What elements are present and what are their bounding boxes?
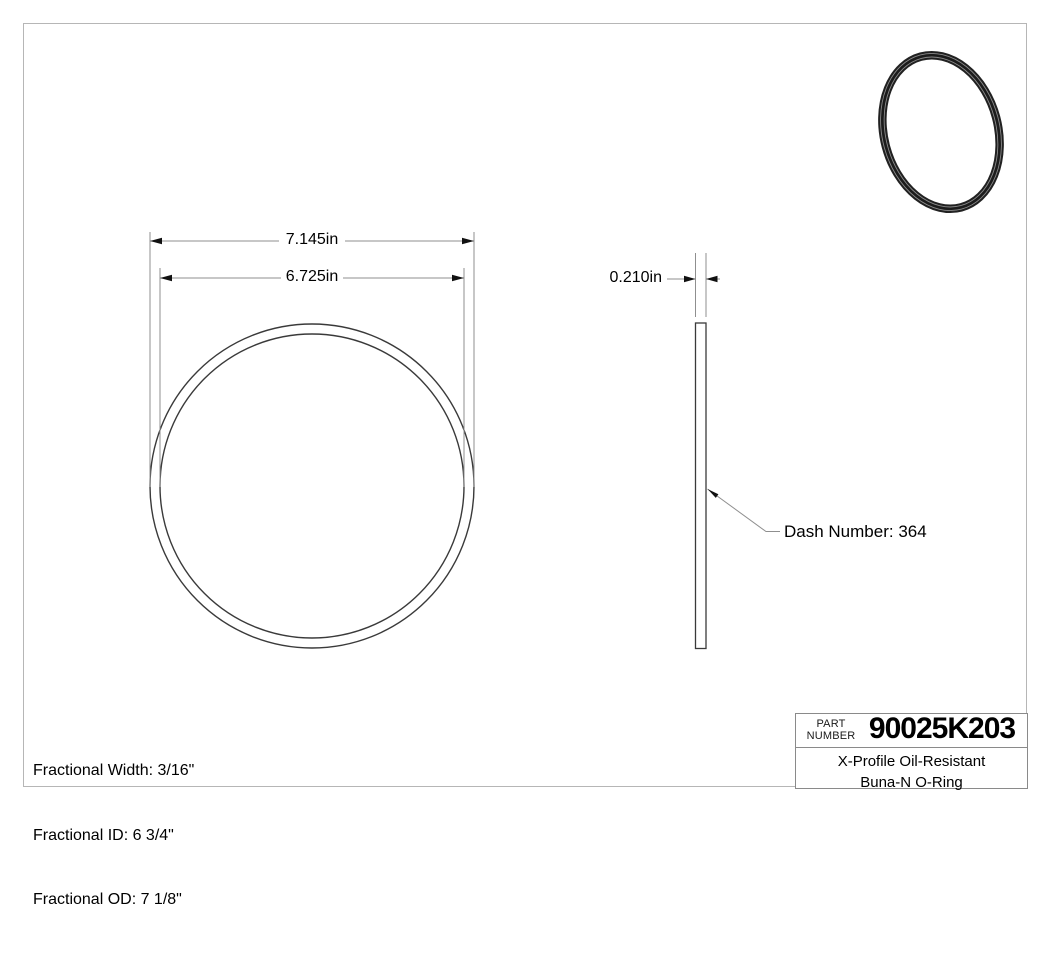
arrowhead: [684, 276, 696, 282]
fractional-od-note: Fractional OD: 7 1/8": [33, 891, 182, 908]
arrowhead: [706, 276, 718, 282]
part-number-value: 90025K203: [868, 712, 1016, 745]
fractional-width-note: Fractional Width: 3/16": [33, 762, 195, 779]
part-description-line2: Buna-N O-Ring: [860, 774, 963, 791]
fractional-notes: [33, 717, 194, 954]
front-view-inner-circle: [160, 334, 464, 638]
fractional-id-note: Fractional ID: 6 3/4": [33, 826, 174, 844]
part-number-row: [796, 714, 1027, 748]
inner-diameter-label: 6.725in: [285, 268, 339, 285]
front-view-outer-circle: [150, 324, 474, 648]
iso-ring-body: [866, 42, 1016, 222]
part-description-line1: X-Profile Oil-Resistant: [837, 753, 986, 770]
side-view-profile: [696, 323, 707, 649]
iso-ring-groove-line: [868, 44, 1014, 220]
dimension-width: [667, 253, 720, 317]
arrowhead: [708, 489, 719, 498]
arrowhead: [462, 238, 474, 245]
dash-number-leader: [708, 489, 781, 532]
arrowhead: [150, 238, 162, 245]
part-description: [796, 751, 1027, 793]
isometric-view: [861, 37, 1020, 226]
dash-number-label: Dash Number: 364: [784, 522, 927, 541]
width-label: 0.210in: [609, 269, 662, 286]
outer-diameter-label: 7.145in: [285, 231, 339, 248]
leader-line: [708, 489, 781, 532]
arrowhead: [452, 275, 464, 282]
part-number-caption: PART NUMBER: [806, 718, 856, 742]
title-block: [795, 713, 1028, 789]
front-view: [150, 324, 474, 648]
arrowhead: [160, 275, 172, 282]
iso-ring-inner-edge: [870, 46, 1012, 217]
